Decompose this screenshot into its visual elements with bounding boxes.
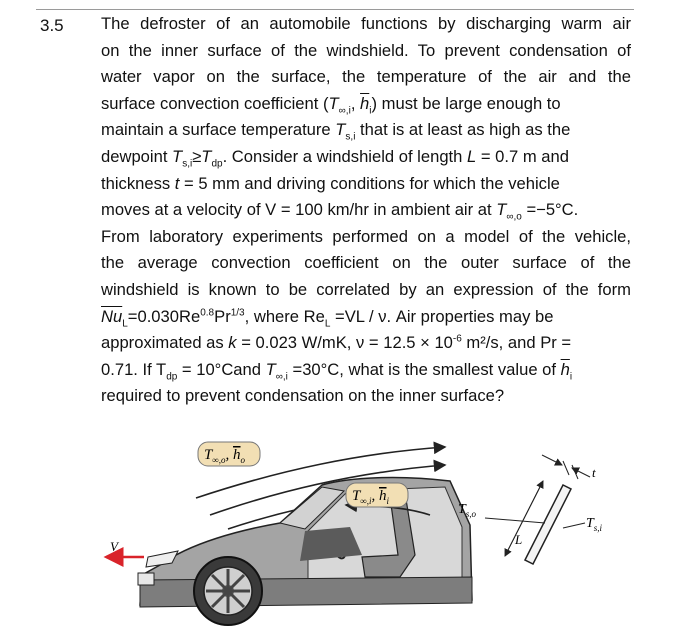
text-line-2: on the inner surface of the windshield. To prevent condensation of [101, 40, 631, 60]
text-line-11: windshield is known to be correlated by an expression of the form [101, 279, 631, 299]
problem-number: 3.5 [40, 16, 64, 35]
car-body [138, 478, 472, 607]
problem-text [101, 11, 631, 410]
text-line-12: $\overline{Nu}_L=0.030Re^{0.8}Pr^{1/3}$, where $Re_L =VL / \nu$. Air properties may be [101, 306, 554, 329]
text-line-1: The defroster of an automobile functions by discharging warm air [101, 14, 631, 33]
text-line-10: the average convection coefficient on the outer surface of the [101, 253, 631, 273]
outer-conditions-label: $T_{\infty,o}$, $h_o$ [204, 447, 246, 465]
length-label: L [515, 532, 523, 547]
text-line-9: From laboratory experiments performed on a model of the vehicle, [101, 226, 631, 246]
top-rule [36, 9, 634, 10]
front-wheel [194, 557, 262, 625]
text-line-3: water vapor on the surface, the temperature of the air and the [101, 67, 631, 87]
text-line-13: approximated as k = 0.023 W/mK, $\nu = 12.5 \times 10^{-6}$ m²/s, and Pr = [101, 333, 572, 353]
text-line-15: required to prevent condensation on the inner surface? [101, 386, 505, 406]
text-line-14: 0.71. If $T_{dp}$ = 10°Cand $T_{\infty,i} =30^\circ C$, what is the smallest value of $\overline{h}_i$ [101, 359, 573, 383]
inner-conditions-label: $T_{\infty,i}$, $h_i$ [352, 488, 390, 506]
ts-inner-label: $T_{s,i}$ [586, 516, 603, 533]
ts-outer-label: $T_{s,o}$ [458, 502, 477, 519]
text-line-6: dewpoint $T_{s,i}\ge T_{dp}$. Consider a windshield of length L = 0.7 m and [101, 146, 569, 170]
text-line-8: moves at a velocity of V = 100 km/hr in ambient air at $T_{\infty,o} =-5^\circ C$. [101, 200, 579, 223]
car-defroster-figure [100, 405, 640, 627]
windshield-detail [485, 455, 590, 564]
text-line-7: thickness t = 5 mm and driving conditions for which the vehicle [101, 173, 560, 193]
velocity-label: V [110, 539, 118, 554]
text-line-5: maintain a surface temperature $T_{s,i}$ that is at least as high as the [101, 120, 571, 143]
text-line-4: surface convection coefficient ($T_{\infty,i}$, $\overline{h}_i$) must be large enough to [101, 93, 561, 117]
thickness-label: t [592, 465, 596, 480]
